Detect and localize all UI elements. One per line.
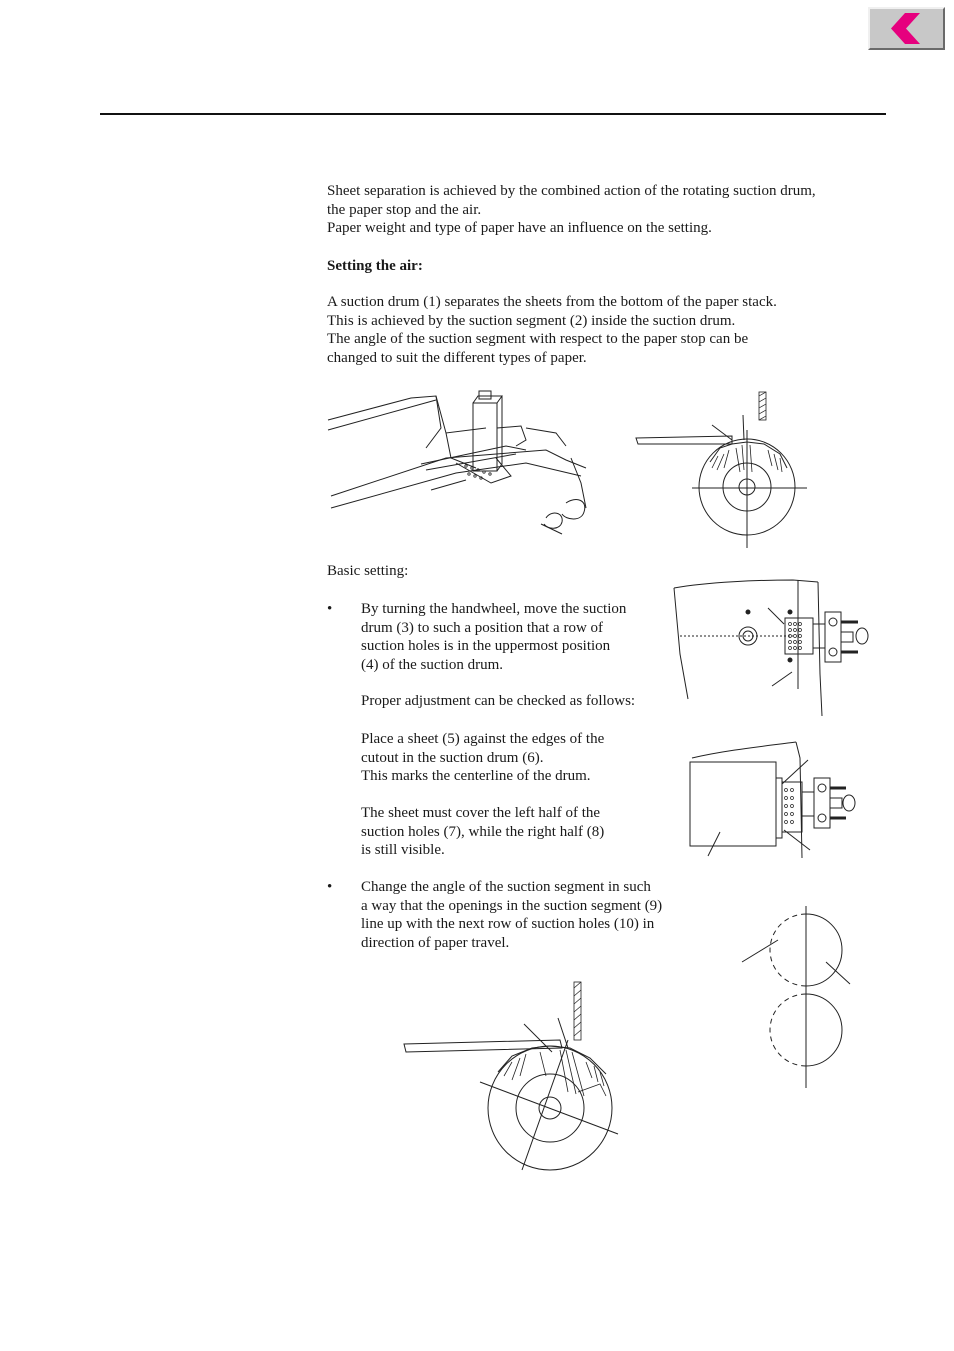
description-line-3: The angle of the suction segment with respect to the paper stop can be xyxy=(327,331,749,348)
back-button[interactable] xyxy=(868,7,945,50)
description-line-1: A suction drum (1) separates the sheets from the bottom of the paper stack. xyxy=(327,294,777,310)
step1-line-2: drum (3) to such a position that a row of xyxy=(361,619,604,636)
intro-line-2: the paper stop and the air. xyxy=(327,201,482,218)
cover-line-2: suction holes (7), while the right half (8) xyxy=(361,823,605,840)
description-line-2: This is achieved by the suction segment (2) inside the suction drum. xyxy=(327,312,736,329)
back-arrow-icon xyxy=(870,9,943,48)
sheet-placement-figure xyxy=(686,738,866,862)
step2-line-4: direction of paper travel. xyxy=(361,934,510,951)
step1-line-3: suction holes is in the uppermost position xyxy=(361,638,611,655)
bullet-2: • xyxy=(327,879,333,895)
step1-line-4: (4) of the suction drum. xyxy=(361,656,504,673)
header-rule xyxy=(100,113,886,115)
check-line-3: This marks the centerline of the drum. xyxy=(361,768,591,785)
intro-line-1: Sheet separation is achieved by the combined action of the rotating suction drum, xyxy=(327,183,816,199)
basic-setting-label: Basic setting: xyxy=(327,563,409,579)
drum-section-figure xyxy=(632,390,812,550)
check-line-1: Place a sheet (5) against the edges of the xyxy=(361,731,605,747)
intro-line-3: Paper weight and type of paper have an influence on the setting. xyxy=(327,220,712,237)
step2-line-1: Change the angle of the suction segment in such xyxy=(361,879,651,895)
description-line-4: changed to suit the different types of paper. xyxy=(327,349,587,366)
cover-line-3: is still visible. xyxy=(361,842,445,859)
bullet-1: • xyxy=(327,601,333,617)
feeder-perspective-figure xyxy=(326,388,596,538)
drum-section-adjusted-figure xyxy=(400,980,630,1180)
step1-line-1: By turning the handwheel, move the suction xyxy=(361,601,627,617)
drum-top-view-figure xyxy=(668,574,878,720)
check-line-2: cutout in the suction drum (6). xyxy=(361,749,544,766)
check-intro: Proper adjustment can be checked as follows: xyxy=(361,693,636,709)
step2-line-2: a way that the openings in the suction segment (9) xyxy=(361,897,663,914)
suction-holes-figure xyxy=(738,904,856,1090)
section-heading: Setting the air: xyxy=(327,258,423,274)
step2-line-3: line up with the next row of suction holes (10) in xyxy=(361,916,655,933)
cover-line-1: The sheet must cover the left half of the xyxy=(361,805,601,821)
